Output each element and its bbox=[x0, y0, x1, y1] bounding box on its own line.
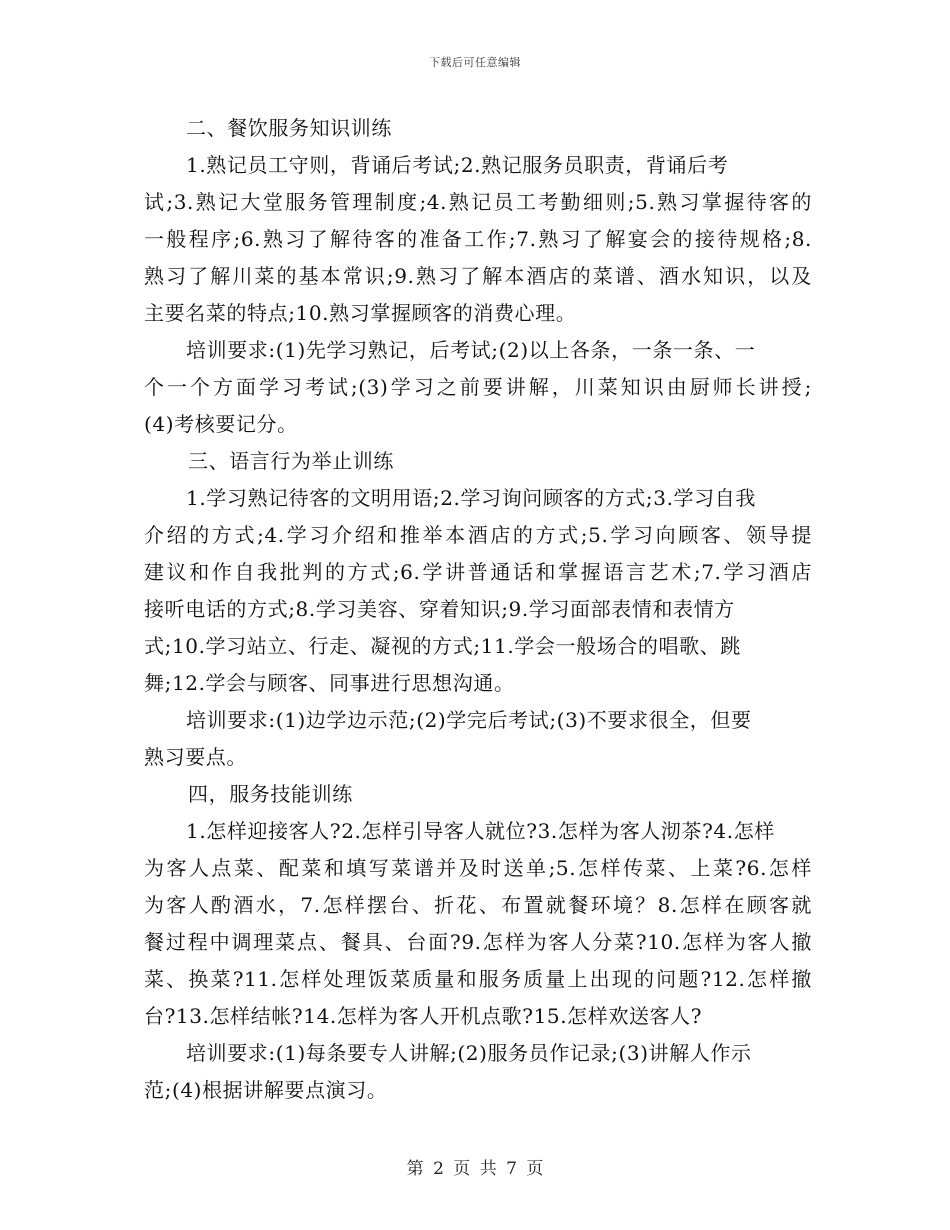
text-line: 熟习要点。 bbox=[144, 745, 247, 769]
text-line: 台?13.怎样结帐?14.怎样为客人开机点歌?15.怎样欢送客人? bbox=[144, 1004, 703, 1028]
text-line: 一般程序;6.熟习了解待客的准备工作;7.熟习了解宴会的接待规格;8. bbox=[144, 227, 812, 251]
text-line: 介绍的方式;4.学习介绍和推举本酒店的方式;5.学习向顾客、领导提 bbox=[144, 523, 812, 547]
text-line: 主要名菜的特点;10.熟习掌握顾客的消费心理。 bbox=[144, 301, 577, 325]
text-line: 舞;12.学会与顾客、同事进行思想沟通。 bbox=[144, 671, 515, 695]
page-header-note: 下载后可任意编辑 bbox=[429, 56, 521, 69]
document-body bbox=[144, 110, 812, 1109]
training-requirement-line: 培训要求:(1)先学习熟记，后考试;(2)以上各条，一条一条、一 bbox=[186, 338, 756, 362]
text-line: 接听电话的方式;8.学习美容、穿着知识;9.学习面部表情和表情方 bbox=[144, 597, 735, 621]
text-line: 试;3.熟记大堂服务管理制度;4.熟记员工考勤细则;5.熟习掌握待客的 bbox=[144, 190, 812, 214]
text-line: 菜、换菜?11.怎样处理饭菜质量和服务质量上出现的问题?12.怎样撤 bbox=[144, 967, 812, 991]
text-line: 式;10.学习站立、行走、凝视的方式;11.学会一般场合的唱歌、跳 bbox=[144, 634, 741, 658]
text-line: 为客人点菜、配菜和填写菜谱并及时送单;5.怎样传菜、上菜?6.怎样 bbox=[144, 856, 812, 880]
text-line: 1.学习熟记待客的文明用语;2.学习询问顾客的方式;3.学习自我 bbox=[186, 486, 756, 510]
text-line: 建议和作自我批判的方式;6.学讲普通话和掌握语言艺术;7.学习酒店 bbox=[144, 560, 812, 584]
page-number-footer: 第 2 页 共 7 页 bbox=[406, 1159, 544, 1179]
section-heading: 三、语言行为举止训练 bbox=[188, 449, 394, 473]
text-line: 范;(4)根据讲解要点演习。 bbox=[144, 1078, 388, 1102]
text-line: 熟习了解川菜的基本常识;9.熟习了解本酒店的菜谱、酒水知识，以及 bbox=[144, 264, 812, 288]
text-line: (4)考核要记分。 bbox=[144, 412, 298, 436]
text-line: 为客人酌酒水，7.怎样摆台、折花、布置就餐环境？8.怎样在顾客就 bbox=[144, 893, 812, 917]
section-heading: 四，服务技能训练 bbox=[188, 782, 353, 806]
training-requirement-line: 培训要求:(1)边学边示范;(2)学完后考试;(3)不要求很全，但要 bbox=[186, 708, 752, 732]
training-requirement-line: 培训要求:(1)每条要专人讲解;(2)服务员作记录;(3)讲解人作示 bbox=[186, 1041, 752, 1065]
text-line: 1.怎样迎接客人?2.怎样引导客人就位?3.怎样为客人沏茶?4.怎样 bbox=[186, 819, 775, 843]
text-line: 个一个方面学习考试;(3)学习之前要讲解，川菜知识由厨师长讲授; bbox=[144, 375, 812, 399]
text-line: 1.熟记员工守则，背诵后考试;2.熟记服务员职责，背诵后考 bbox=[186, 153, 729, 177]
section-heading: 二、餐饮服务知识训练 bbox=[186, 116, 392, 140]
text-line: 餐过程中调理菜点、餐具、台面?9.怎样为客人分菜?10.怎样为客人撤 bbox=[144, 930, 812, 954]
